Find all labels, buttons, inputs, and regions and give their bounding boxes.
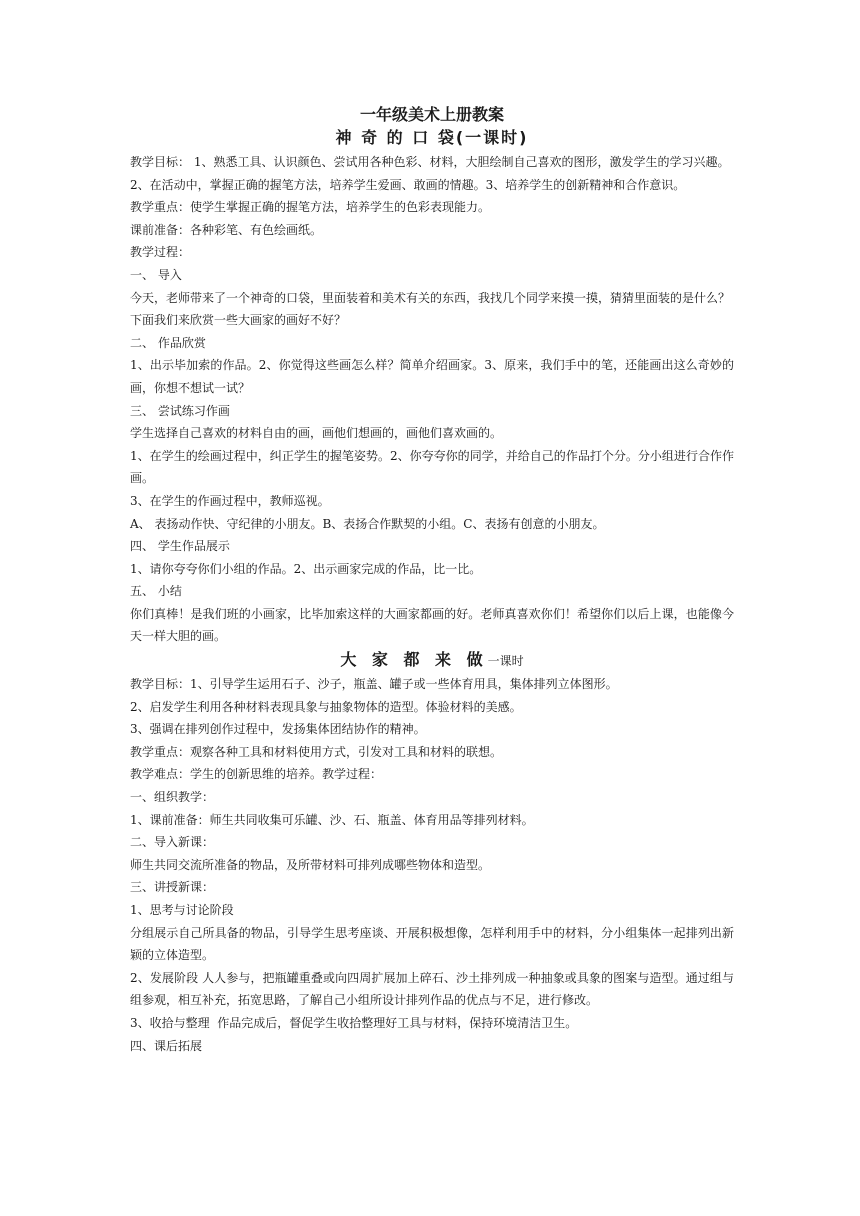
paragraph: 教学重点：观察各种工具和材料使用方式，引发对工具和材料的联想。 <box>130 744 503 759</box>
section-heading: 三、讲授新课： <box>130 880 215 895</box>
paragraph: 教学目标： 1、熟悉工具、认识颜色、尝试用各种色彩、材料，大胆绘制自己喜欢的图形，激发学生的学习兴趣。 <box>130 155 730 169</box>
document-title: 一年级美术上册教案 <box>359 105 504 124</box>
paragraph: A、 表扬动作快、守纪律的小朋友。B、表扬合作默契的小组。C、表扬有创意的小朋友。 <box>130 516 605 531</box>
lesson2-title-suffix: 一课时 <box>487 654 524 669</box>
section-heading: 三、 尝试练习作画 <box>130 403 230 418</box>
section-heading: 五、 小结 <box>130 584 182 599</box>
paragraph: 分组展示自己所具备的物品，引导学生思考座谈、开展积极想像，怎样利用手中的材料，分小组集体一起排列出新颖的立体造型。 <box>130 925 734 963</box>
paragraph: 1、课前准备：师生共同收集可乐罐、沙、石、瓶盖、体育用品等排列材料。 <box>130 812 534 827</box>
paragraph: 3、收拾与整理 作品完成后，督促学生收拾整理好工具与材料，保持环境清洁卫生。 <box>130 1015 578 1030</box>
lesson2-title <box>130 649 734 673</box>
paragraph: 师生共同交流所准备的物品，及所带材料可排列成哪些物体和造型。 <box>130 857 491 872</box>
lesson2-title-text: 大 家 都 来 做 <box>340 650 488 670</box>
paragraph: 教学重点：使学生掌握正确的握笔方法，培养学生的色彩表现能力。 <box>130 200 491 215</box>
section-heading: 四、 学生作品展示 <box>130 539 230 554</box>
paragraph: 你们真棒！是我们班的小画家，比毕加索这样的大画家都画的好。老师真喜欢你们！希望你们以后上课，也能像今天一样大胆的画。 <box>130 606 734 644</box>
paragraph: 教学难点：学生的创新思维的培养。教学过程： <box>130 767 383 782</box>
section-heading: 一、组织教学： <box>130 790 215 805</box>
paragraph: 学生选择自己喜欢的材料自由的画，画他们想画的，画他们喜欢画的。 <box>130 426 503 441</box>
paragraph: 2、在活动中，掌握正确的握笔方法，培养学生爱画、敢画的情趣。3、培养学生的创新精神和合作意识。 <box>130 177 686 192</box>
paragraph: 2、启发学生利用各种材料表现具象与抽象物体的造型。体验材料的美感。 <box>130 699 522 714</box>
lesson1-title: 神 奇 的 口 袋(一课时) <box>335 128 529 147</box>
paragraph: 下面我们来欣赏一些大画家的画好不好？ <box>130 313 347 328</box>
section-heading: 二、 作品欣赏 <box>130 335 206 350</box>
paragraph: 课前准备：各种彩笔、有色绘画纸。 <box>130 222 323 237</box>
paragraph: 1、请你夸夸你们小组的作品。2、出示画家完成的作品，比一比。 <box>130 561 482 576</box>
section-heading: 一、 导入 <box>130 267 182 282</box>
section-heading: 四、课后拓展 <box>130 1038 203 1053</box>
paragraph: 1、在学生的绘画过程中，纠正学生的握笔姿势。2、你夸夸你的同学，并给自己的作品打个分。分小组进行合作作画。 <box>130 448 734 486</box>
paragraph: 今天，老师带来了一个神奇的口袋，里面装着和美术有关的东西，我找几个同学来摸一摸，猜猜里面装的是什么？ <box>130 290 731 305</box>
paragraph: 教学目标：1、引导学生运用石子、沙子，瓶盖、罐子或一些体育用具，集体排列立体图形。 <box>130 677 618 692</box>
document-page <box>130 103 734 1057</box>
lesson1-body <box>130 151 734 648</box>
paragraph: 3、强调在排列创作过程中，发扬集体团结协作的精神。 <box>130 722 426 737</box>
paragraph: 1、思考与讨论阶段 <box>130 903 234 917</box>
section-heading: 二、导入新课： <box>130 835 215 850</box>
paragraph: 1、出示毕加索的作品。2、你觉得这些画怎么样？简单介绍画家。3、原来，我们手中的笔，还能画出这么奇妙的画，你想不想试一试？ <box>130 358 734 395</box>
paragraph: 3、在学生的作画过程中，教师巡视。 <box>130 493 330 508</box>
paragraph: 教学过程： <box>130 245 191 260</box>
paragraph: 2、发展阶段 人人参与，把瓶罐重叠或向四周扩展加上碎石、沙土排列成一种抽象或具象的图案与造型。通过组与组参观，相互补充，拓宽思路，了解自己小组所设计排列作品的优点与不足，进行修改。 <box>130 970 734 1008</box>
lesson2-body <box>130 673 734 1057</box>
